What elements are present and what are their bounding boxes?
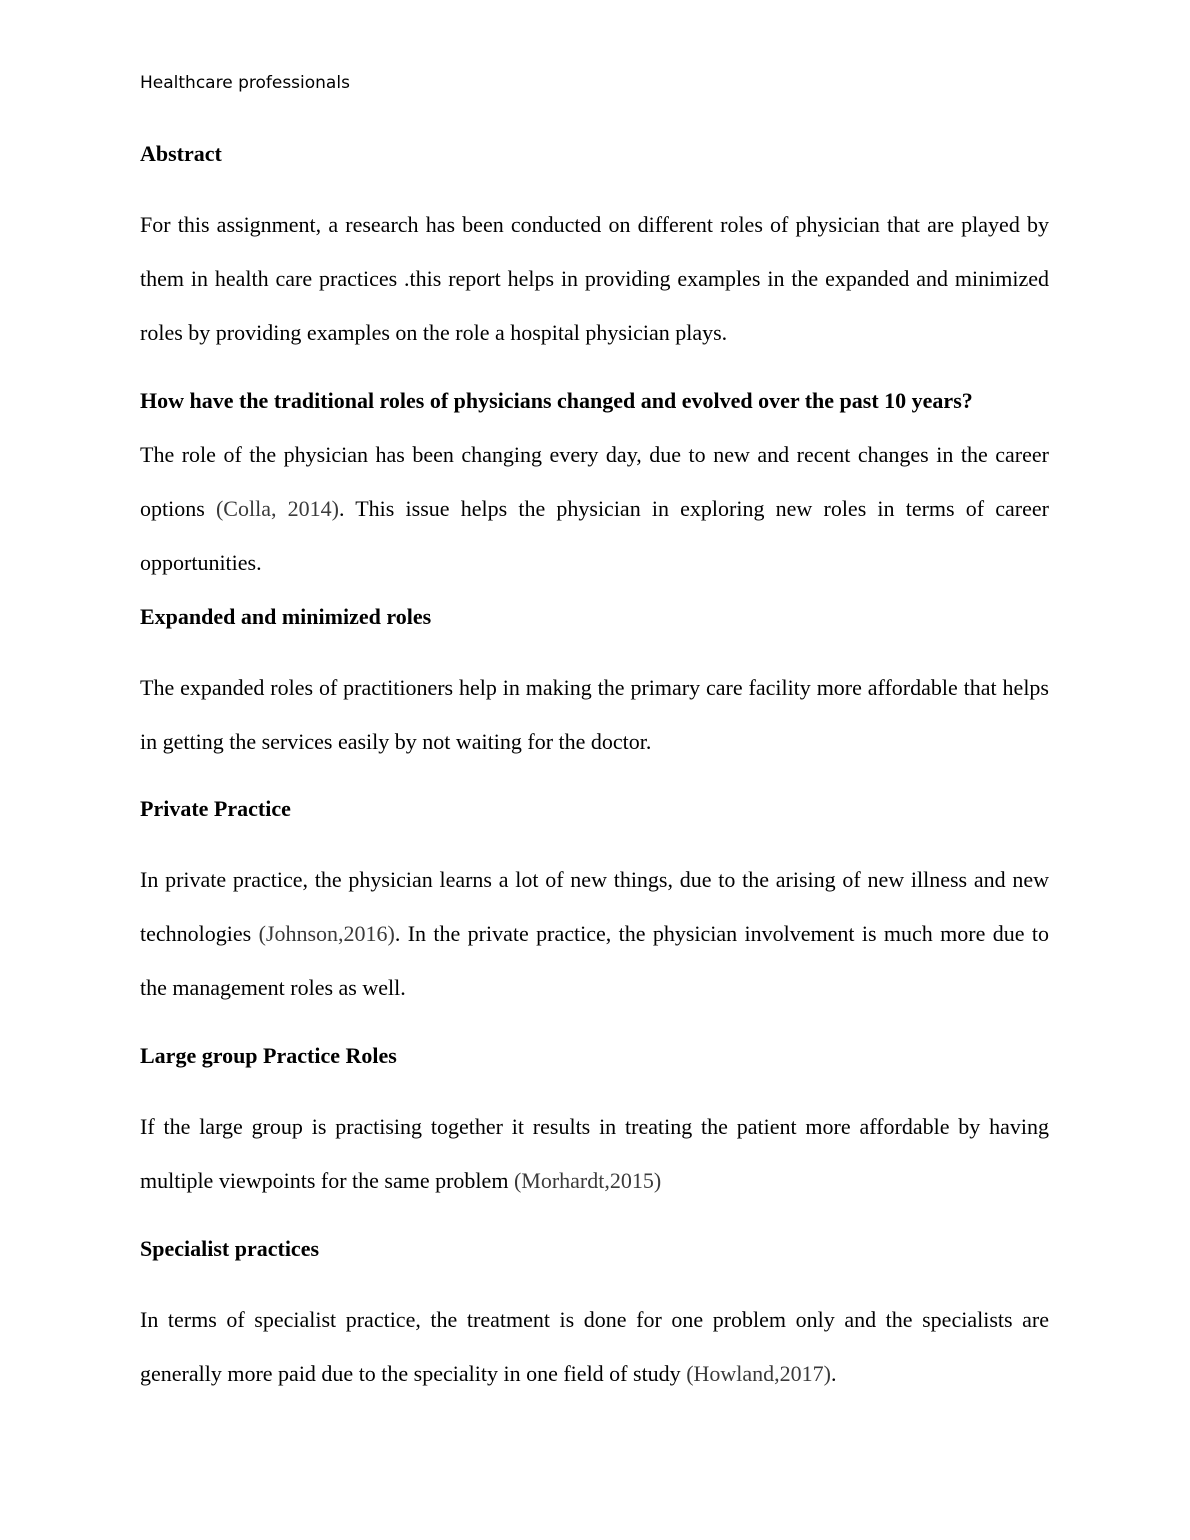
paragraph-text: If the large group is practising together it results in treating the patient more affordable by having multiple viewpoints for the same problem: [140, 1114, 1049, 1193]
running-header: Healthcare professionals: [140, 73, 350, 93]
paragraph-text: The role of the physician has been changing every day, due to new and recent changes in the career options: [140, 442, 1049, 521]
paragraph-text: .: [831, 1361, 837, 1386]
section-paragraph-specialist: [140, 1293, 1049, 1401]
section-paragraph-abstract: For this assignment, a research has been conducted on different roles of physician that are played by them in health care practices .this report helps in providing examples in the expanded and minimized roles by providing examples on the role a hospital physician plays.: [140, 212, 1049, 345]
citation: (Colla, 2014): [215, 496, 339, 521]
section-paragraph-private-practice: [140, 853, 1049, 1015]
paragraph-text: In terms of specialist practice, the treatment is done for one problem only and the specialists are generally more paid due to the speciality in one field of study: [140, 1307, 1049, 1386]
section-paragraph-roles-change: [140, 428, 1049, 590]
citation: (Howland,2017): [686, 1361, 831, 1386]
section-paragraph-expanded-roles: The expanded roles of practitioners help in making the primary care facility more affordable that helps in getting the services easily by not waiting for the doctor.: [140, 675, 1049, 754]
citation: (Morhardt,2015): [513, 1168, 662, 1193]
paragraph-text: In private practice, the physician learns a lot of new things, due to the arising of new illness and new technologies: [140, 867, 1049, 946]
citation: (Johnson,2016): [258, 921, 395, 946]
section-heading-roles-change: How have the traditional roles of physicians changed and evolved over the past 10 years?: [140, 388, 973, 413]
section-heading-large-group: Large group Practice Roles: [140, 1043, 397, 1068]
paragraph-text: . In the private practice, the physician involvement is much more due to the management roles as well.: [140, 921, 1049, 1000]
section-heading-specialist: Specialist practices: [140, 1236, 320, 1261]
section-paragraph-large-group: [140, 1100, 1049, 1208]
paragraph-text: . This issue helps the physician in exploring new roles in terms of career opportunities.: [140, 496, 1049, 575]
section-heading-private-practice: Private Practice: [140, 796, 291, 821]
section-heading-expanded-roles: Expanded and minimized roles: [140, 604, 432, 629]
document-body: [140, 140, 1049, 1401]
section-heading-abstract: Abstract: [140, 141, 222, 166]
